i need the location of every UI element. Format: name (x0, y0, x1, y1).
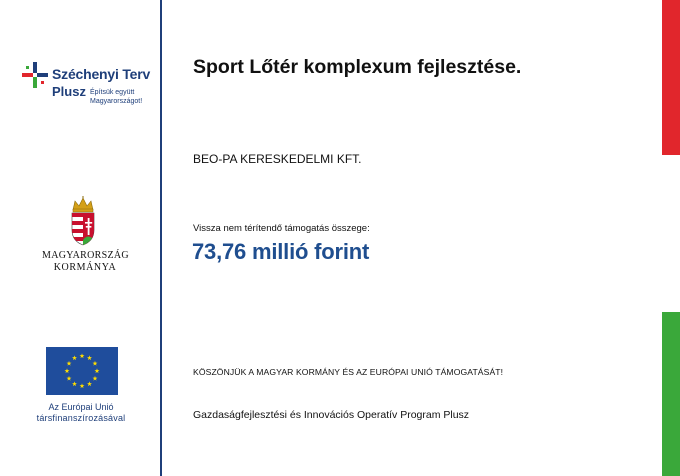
szechenyi-terv-logo (22, 62, 157, 114)
grant-label: Vissza nem térítendő támogatás összege: (193, 223, 370, 234)
szechenyi-cross-icon (22, 62, 48, 88)
szechenyi-slogan-line1: Építsük együtt (90, 89, 135, 96)
government-logo (42, 196, 128, 278)
government-name-line1: MAGYARORSZÁG (42, 250, 129, 261)
eu-flag-icon (46, 347, 118, 395)
szechenyi-plus: Plusz (52, 84, 86, 99)
government-name-line2: KORMÁNYA (53, 262, 117, 273)
flag-stripe-red (662, 0, 680, 155)
program-name: Gazdaságfejlesztési és Innovációs Operatív Program Plusz (193, 409, 470, 421)
flag-stripe-green (662, 312, 680, 476)
szechenyi-slogan (90, 88, 142, 106)
szechenyi-slogan-line2: Magyarországot! (90, 98, 143, 105)
column-divider (160, 0, 162, 476)
beneficiary-name: BEO-PA KERESKEDELMI KFT. (193, 152, 362, 166)
project-title: Sport Lőtér komplexum fejlesztése. (193, 56, 522, 78)
logo-column (0, 0, 160, 476)
eu-caption-line1: Az Európai Unió (48, 402, 114, 412)
grant-amount: 73,76 millió forint (192, 239, 370, 264)
thanks-text: KÖSZÖNJÜK A MAGYAR KORMÁNY ÉS AZ EURÓPAI UNIÓ TÁMOGATÁSÁT! (193, 367, 504, 377)
szechenyi-title: Széchenyi Terv (52, 66, 151, 82)
coat-of-arms-icon (68, 196, 98, 246)
eu-caption-line2: társfinanszírozásával (36, 413, 126, 423)
eu-logo (18, 347, 144, 427)
